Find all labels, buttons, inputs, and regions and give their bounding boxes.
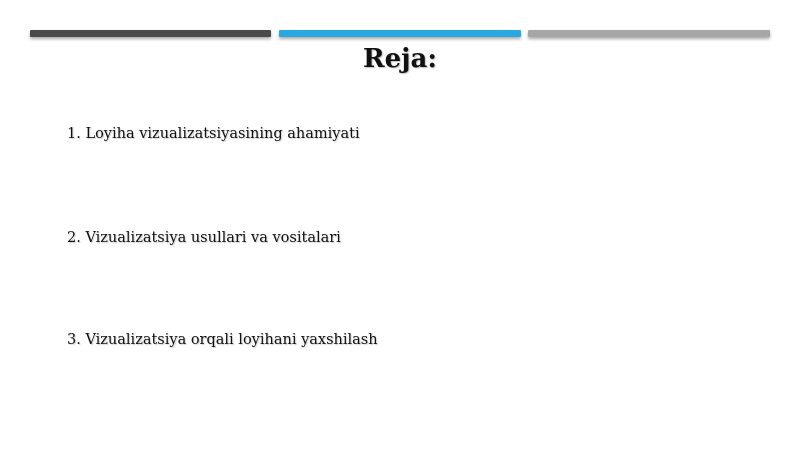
- slide-title: Reja:: [362, 44, 437, 74]
- plan-item-3: 3. Vizualizatsiya orqali loyihani yaxshilash: [67, 332, 378, 348]
- plan-item-2: 2. Vizualizatsiya usullari va vositalari: [67, 230, 341, 246]
- accent-bar-dark: [30, 30, 271, 37]
- accent-bar-gray: [528, 30, 770, 37]
- accent-bar-blue: [279, 30, 521, 37]
- plan-item-1: 1. Loyiha vizualizatsiyasining ahamiyati: [67, 126, 360, 142]
